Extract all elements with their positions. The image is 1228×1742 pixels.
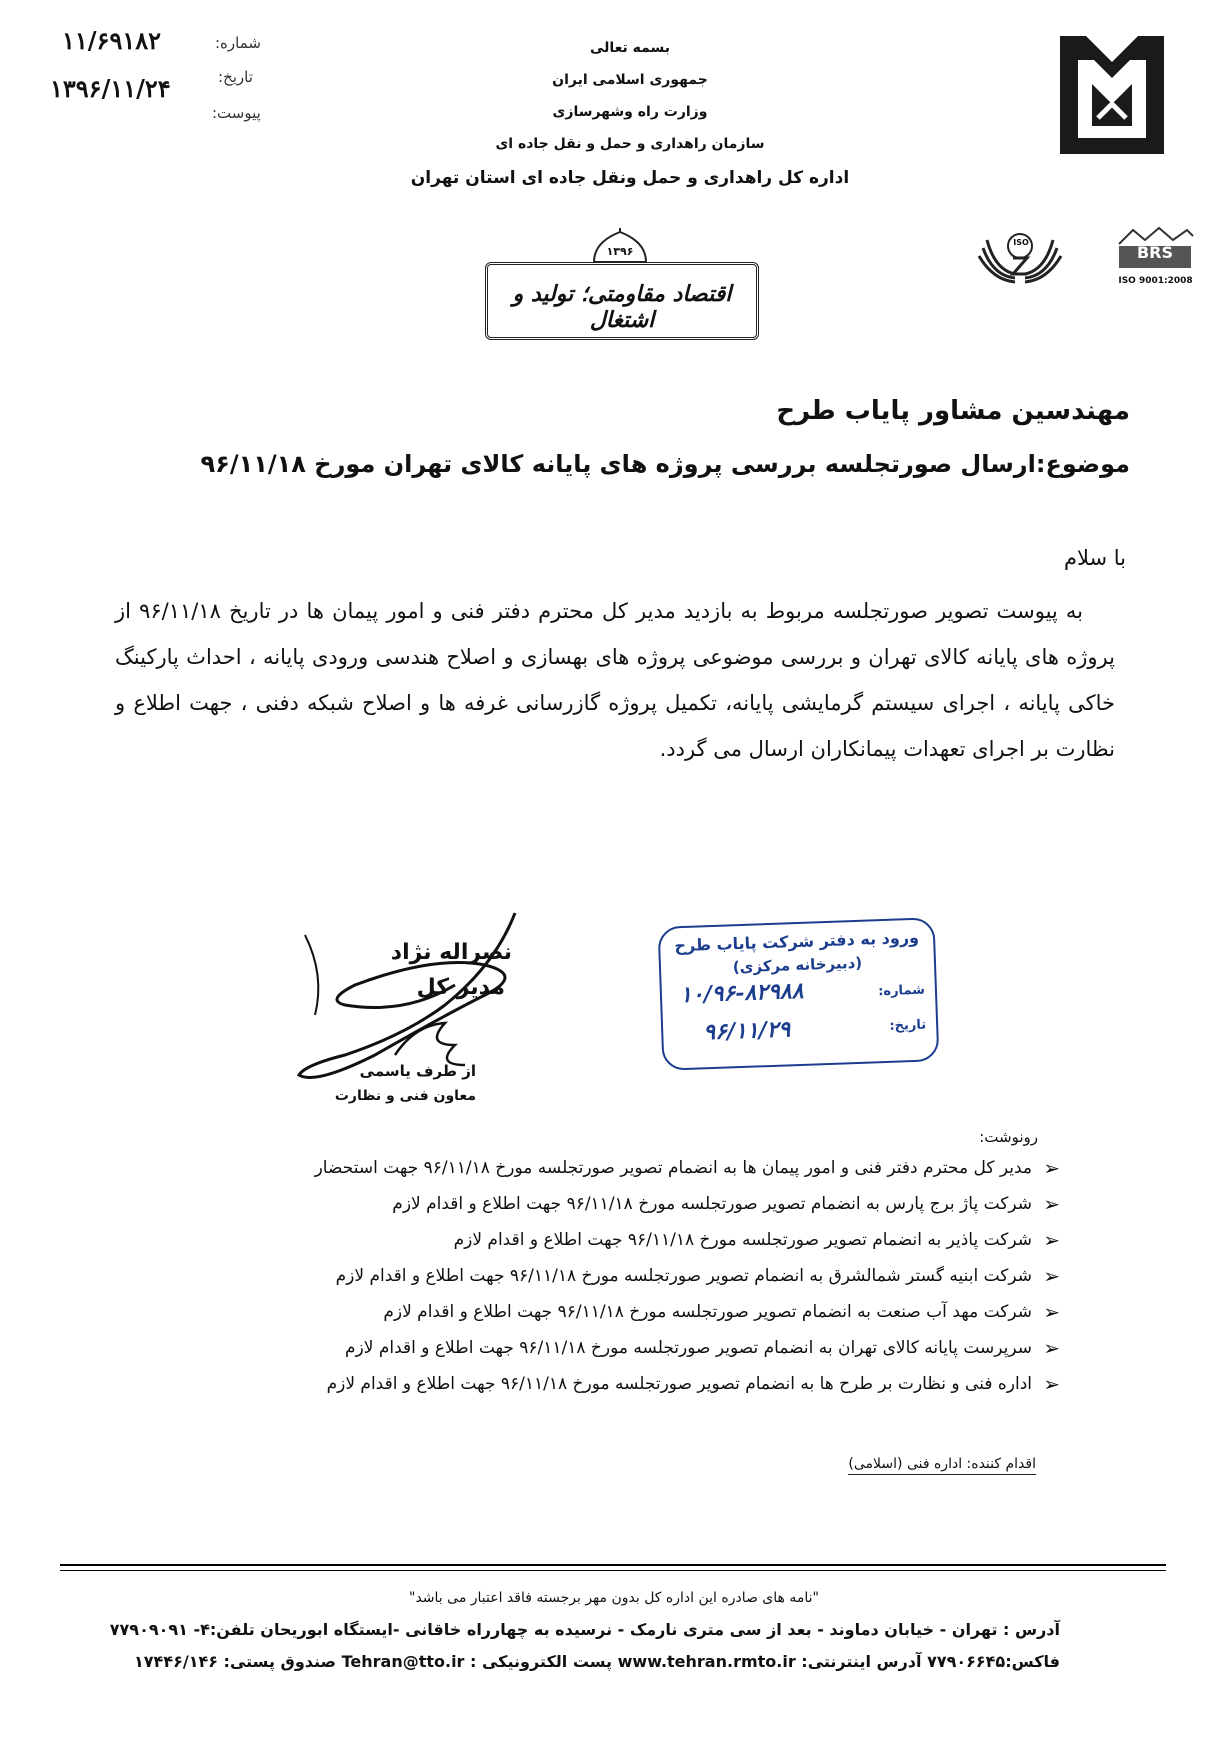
letter-date: ۱۳۹۶/۱۱/۲۴: [50, 74, 171, 103]
header-ministry: وزارت راه وشهرسازی: [552, 104, 708, 120]
check-arrow-icon: ➢: [1043, 1192, 1060, 1216]
footer-contact: فاکس:۷۷۹۰۶۶۴۵ آدرس اینترنتی: www.tehran.rmto.ir پست الکترونیکی : Tehran@tto.ir صندوق پستی: ۱۷۴۴۶/۱۴۶: [134, 1652, 1060, 1671]
on-behalf-title: معاون فنی و نظارت: [334, 1088, 476, 1104]
header-organization: سازمان راهداری و حمل و نقل جاده ای: [495, 136, 765, 152]
brs-text: BRS: [1136, 243, 1174, 262]
action-by: [848, 1456, 1036, 1475]
action-label: اقدام کننده: اداره فنی: [906, 1456, 1036, 1472]
footer-address: آدرس : تهران - خیابان دماوند - بعد از سی متری نارمک - نرسیده به چهارراه خاقانی -ایستگاه ابوریحان تلفن:۴- ۷۷۹۰۹۰۹۱: [109, 1620, 1060, 1639]
number-label: شماره:: [215, 34, 261, 52]
check-arrow-icon: ➢: [1043, 1336, 1060, 1360]
check-arrow-icon: ➢: [1043, 1372, 1060, 1396]
footer-note: "نامه های صادره این اداره کل بدون مهر برجسته فاقد اعتبار می باشد": [409, 1590, 819, 1606]
subject: موضوع:ارسال صورتجلسه بررسی پروژه های پایانه کالای تهران مورخ ۹۶/۱۱/۱۸: [200, 450, 1130, 478]
iso-small-label: ISO: [1013, 238, 1029, 247]
check-arrow-icon: ➢: [1043, 1228, 1060, 1252]
body-paragraph: به پیوست تصویر صورتجلسه مربوط به بازدید مدیر کل محترم دفتر فنی و امور پیمان ها در تاریخ ۹۶/۱۱/۱۸ از پروژه های پایانه کالای تهران و بررسی موضوعی پروژه های بهسازی و اصلاح هندسی ورودی پایانه ، احداث پارکینگ خاکی پایانه ، اجرای سیستم گرمایشی پایانه، تکمیل پروژه گازرسانی غرفه ها و اصلاح شبکه دفنی ، جهت اطلاع و نظارت بر اجرای تعهدات پیمانکاران ارسال می گردد.: [115, 599, 1115, 761]
slogan-year: ۱۳۹۶: [606, 245, 634, 258]
header-office: اداره کل راهداری و حمل ونقل جاده ای استان تهران: [410, 168, 850, 188]
entry-stamp-subtitle: (دبیرخانه مرکزی): [732, 953, 863, 977]
recipient: مهندسین مشاور پایاب طرح: [776, 396, 1130, 426]
on-behalf: از طرف یاسمی: [359, 1062, 476, 1080]
header-country: جمهوری اسلامی ایران: [552, 72, 708, 88]
header-bismillah: بسمه تعالی: [589, 40, 671, 56]
action-value: (اسلامی): [848, 1456, 903, 1472]
entry-stamp: [658, 917, 940, 1071]
iso-wings-logo-icon: [975, 226, 1065, 286]
signatory-title: مدیر کل: [416, 975, 505, 1000]
check-arrow-icon: ➢: [1043, 1156, 1060, 1180]
footer-rule-bottom: [60, 1570, 1166, 1571]
slogan-seal: [485, 262, 759, 340]
greeting: با سلام: [1063, 546, 1126, 570]
entry-stamp-number-label: شماره:: [877, 982, 926, 1000]
entry-stamp-number: ۱۰/۹۶-۸۲۹۸۸: [679, 977, 804, 1009]
iso-caption: ISO 9001:2008: [1118, 276, 1193, 286]
rmto-logo-icon: [1052, 30, 1172, 160]
check-arrow-icon: ➢: [1043, 1264, 1060, 1288]
entry-stamp-date: ۹۶/۱۱/۲۹: [702, 1016, 791, 1046]
cc-label: رونوشت:: [979, 1128, 1038, 1146]
entry-stamp-title: ورود به دفتر شرکت پایاب طرح: [674, 927, 920, 956]
signatory-name: نصراله نژاد: [390, 940, 512, 965]
footer-rule-top: [60, 1564, 1166, 1566]
check-arrow-icon: ➢: [1043, 1300, 1060, 1324]
date-label: تاریخ:: [218, 68, 253, 86]
attachment-label: پیوست:: [212, 104, 261, 122]
letter-number: ۱۱/۶۹۱۸۲: [62, 26, 161, 55]
slogan-text: اقتصاد مقاومتی؛ تولید و اشتغال: [512, 281, 732, 333]
entry-stamp-date-label: تاریخ:: [889, 1017, 927, 1034]
